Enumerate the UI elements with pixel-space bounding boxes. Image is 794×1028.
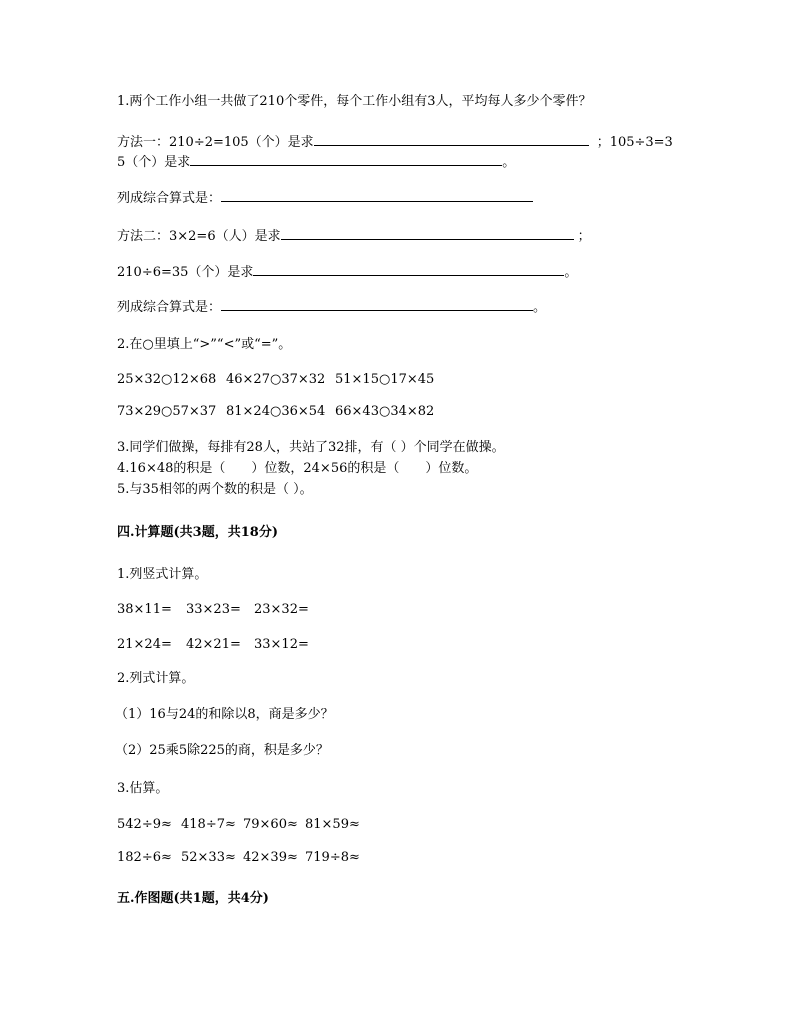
calc-item: 23×32= xyxy=(254,602,309,617)
calc-item: 33×23= xyxy=(186,602,241,617)
q1-combined1-line xyxy=(117,189,533,207)
s4-q2-b: （2）25乘5除225的商，积是多少？ xyxy=(115,743,329,758)
estimate-item: 81×59≈ xyxy=(305,817,360,832)
estimate-item: 542÷9≈ xyxy=(117,817,172,832)
s4-q3-row1 xyxy=(117,817,360,833)
s4-q2-a: （1）16与24的和除以8，商是多少？ xyxy=(115,707,334,722)
estimate-item: 418÷7≈ xyxy=(181,817,236,832)
q1-method2b-prefix: 210÷6=35（个）是求 xyxy=(117,265,254,280)
comparison-item: 51×15○17×45 xyxy=(335,372,435,387)
q1-method2-prefix: 方法二：3×2=6（人）是求 xyxy=(117,229,281,244)
answer-blank[interactable] xyxy=(253,263,564,276)
q4-stem: 4.16×48的积是（ ）位数，24×56的积是（ ）位数。 xyxy=(117,461,478,476)
q1-combined2-end: 。 xyxy=(533,300,547,315)
q1-method1-end: 。 xyxy=(502,155,516,170)
answer-blank[interactable] xyxy=(281,227,574,240)
calc-item: 21×24= xyxy=(117,637,172,652)
s4-q2-stem: 2.列式计算。 xyxy=(117,671,195,686)
q1-stem: 1.两个工作小组一共做了210个零件，每个工作小组有3人，平均每人多少个零件？ xyxy=(117,94,592,109)
q1-method2-line xyxy=(117,227,591,245)
comparison-item: 46×27○37×32 xyxy=(226,372,326,387)
calc-item: 33×12= xyxy=(254,637,309,652)
q1-method1-prefix: 方法一：210÷2=105（个）是求 xyxy=(117,135,314,150)
q2-row2 xyxy=(117,404,434,420)
comparison-item: 66×43○34×82 xyxy=(335,404,435,419)
comparison-item: 25×32○12×68 xyxy=(117,372,217,387)
q1-method2b-end: 。 xyxy=(564,265,578,280)
s4-q3-stem: 3.估算。 xyxy=(117,781,169,796)
estimate-item: 719÷8≈ xyxy=(305,850,360,865)
q1-combined1-label: 列成综合算式是： xyxy=(117,191,222,206)
q1-combined2-line xyxy=(117,298,546,316)
s4-q1-stem: 1.列竖式计算。 xyxy=(117,567,208,582)
q1-method2b-line xyxy=(117,263,577,281)
q1-method2-end: ； xyxy=(577,229,591,244)
q1-method1-cont: 5（个）是求 xyxy=(117,155,191,170)
s4-q1-row1 xyxy=(117,602,309,618)
estimate-item: 79×60≈ xyxy=(243,817,298,832)
q1-combined2-label: 列成综合算式是： xyxy=(117,300,222,315)
comparison-item: 81×24○36×54 xyxy=(226,404,326,419)
q3-stem: 3.同学们做操，每排有28人，共站了32排，有（ ）个同学在做操。 xyxy=(117,440,505,455)
q1-method1-cont-line xyxy=(117,153,515,171)
s4-q1-row2 xyxy=(117,637,309,653)
section5-title: 五.作图题(共1题，共4分) xyxy=(117,891,269,906)
q5-stem: 5.与35相邻的两个数的积是（ ）。 xyxy=(117,482,313,497)
comparison-item: 73×29○57×37 xyxy=(117,404,217,419)
q1-method1-mid: ；105÷3=3 xyxy=(596,135,673,150)
answer-blank[interactable] xyxy=(221,189,533,202)
estimate-item: 182÷6≈ xyxy=(117,850,172,865)
s4-q3-row2 xyxy=(117,850,360,866)
answer-blank[interactable] xyxy=(190,153,502,166)
estimate-item: 42×39≈ xyxy=(243,850,298,865)
section4-title: 四.计算题(共3题，共18分) xyxy=(117,525,278,540)
answer-blank[interactable] xyxy=(221,298,533,311)
q2-row1 xyxy=(117,372,434,388)
q2-stem: 2.在○里填上“>”“<”或“=”。 xyxy=(117,337,292,352)
calc-item: 38×11= xyxy=(117,602,172,617)
calc-item: 42×21= xyxy=(186,637,241,652)
answer-blank[interactable] xyxy=(314,133,589,146)
q1-method1-line xyxy=(117,133,673,151)
estimate-item: 52×33≈ xyxy=(181,850,236,865)
